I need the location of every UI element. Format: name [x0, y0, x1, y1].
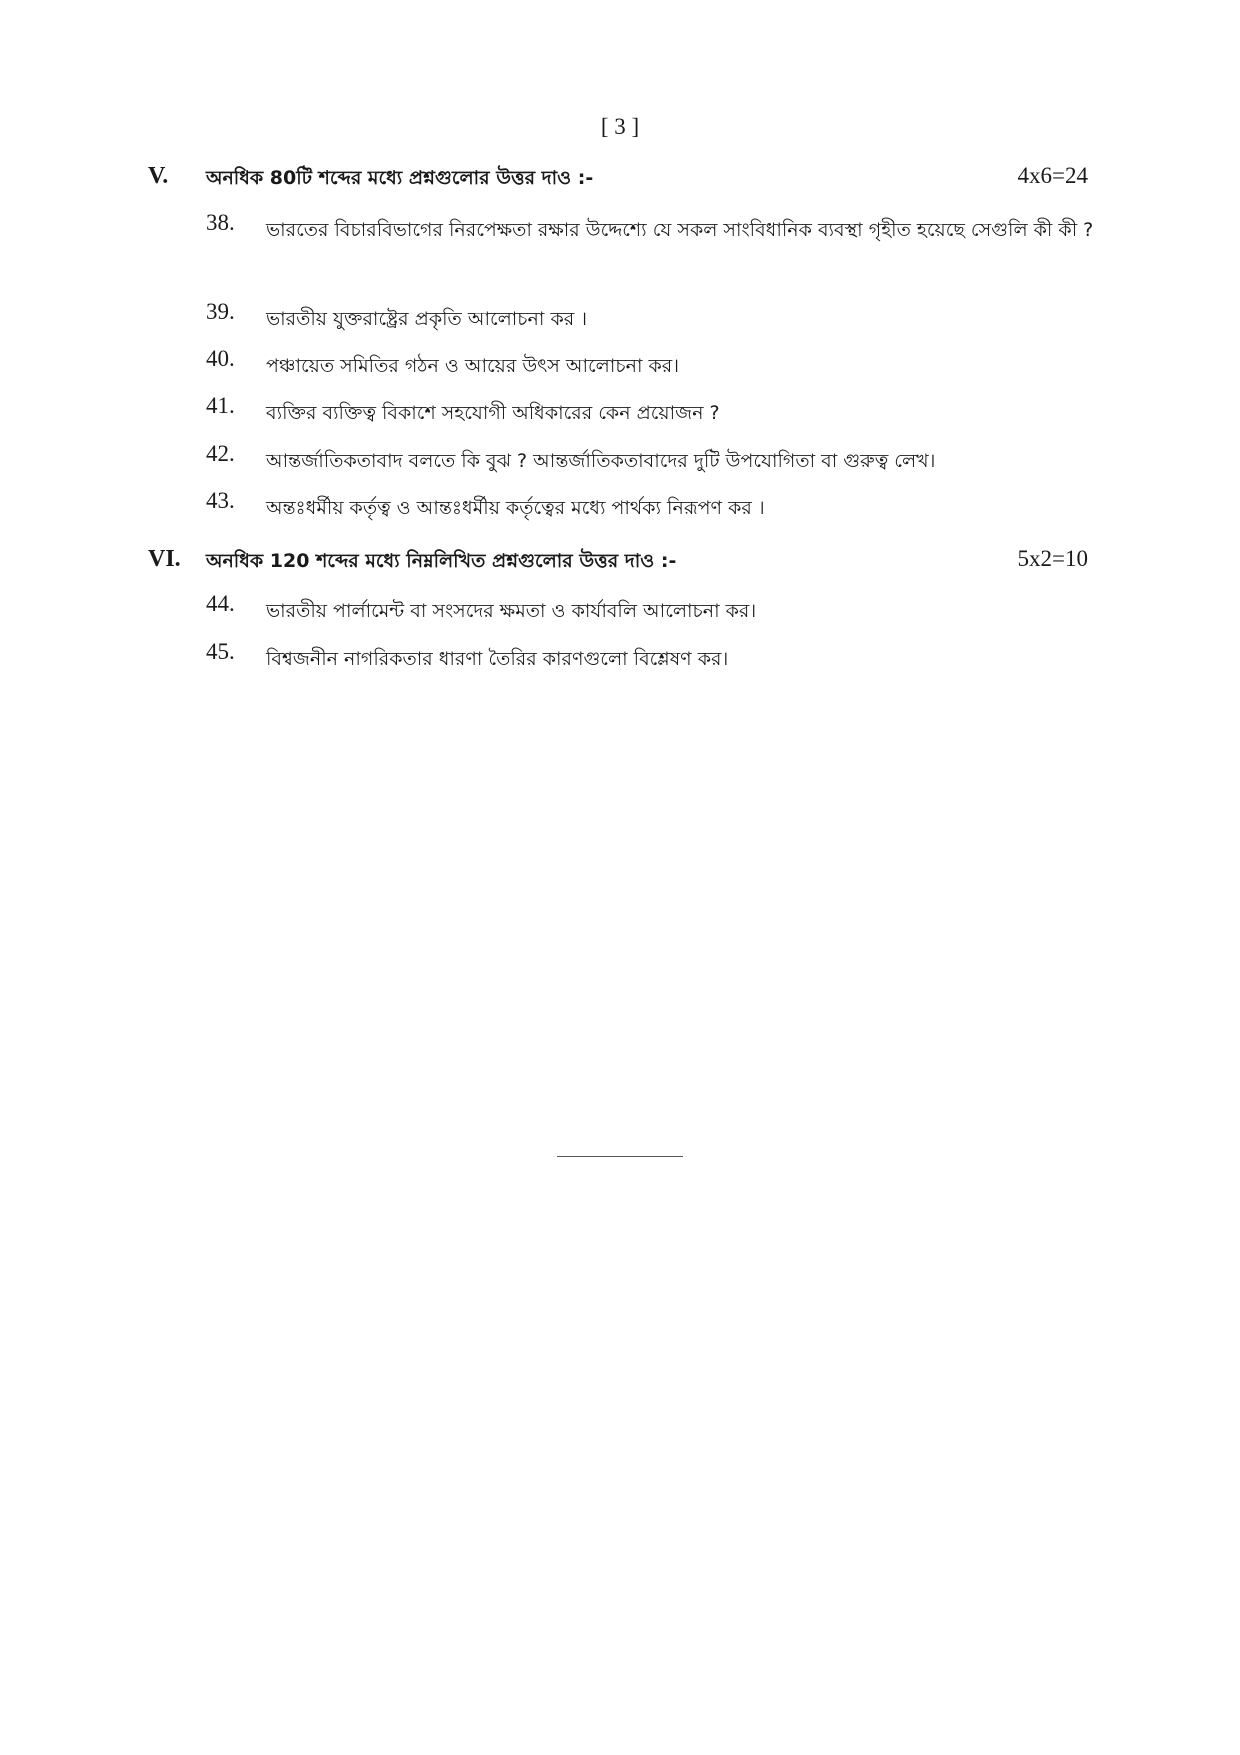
section-numeral: V. — [148, 163, 169, 189]
question-text: আন্তর্জাতিকতাবাদ বলতে কি বুঝ ? আন্তর্জাতিকতাবাদের দুটি উপযোগিতা বা গুরুত্ব লেখ। — [266, 450, 936, 472]
question-text: ভারতীয় যুক্তরাষ্ট্রের প্রকৃতি আলোচনা কর । — [266, 308, 588, 330]
page-number: [ 3 ] — [600, 114, 640, 139]
section-heading-vi — [148, 546, 1088, 580]
section-marks: 5x2=10 — [1017, 546, 1088, 571]
question-text: ব্যক্তির ব্যক্তিত্ব বিকাশে সহযোগী অধিকারের কেন প্রয়োজন ? — [266, 402, 720, 424]
question-number: 40. — [206, 346, 235, 371]
section-numeral: VI. — [148, 546, 181, 572]
question-number: 43. — [206, 488, 235, 513]
section-instruction: অনধিক 80টি শব্দের মধ্যে প্রশ্নগুলোর উত্তর দাও :- — [206, 167, 594, 189]
question-text: ভারতের বিচারবিভাগের নিরপেক্ষতা রক্ষার উদ্দেশ্যে যে সকল সাংবিধানিক ব্যবস্থা গৃহীত হয়েছে সেগুলি কী কী ? — [266, 219, 1094, 241]
section-instruction: অনধিক 120 শব্দের মধ্যে নিম্নলিখিত প্রশ্নগুলোর উত্তর দাও :- — [206, 550, 677, 572]
question-number: 42. — [206, 441, 235, 466]
section-marks: 4x6=24 — [1017, 163, 1088, 188]
question-number: 41. — [206, 393, 235, 418]
question-number: 39. — [206, 299, 235, 324]
question-number: 44. — [206, 591, 235, 616]
end-divider — [557, 1156, 683, 1157]
question-number: 45. — [206, 639, 235, 664]
question-number: 38. — [206, 210, 235, 235]
question-text: অন্তঃধর্মীয় কর্তৃত্ব ও আন্তঃধর্মীয় কর্তৃত্বের মধ্যে পার্থক্য নিরূপণ কর । — [266, 497, 765, 519]
question-text: বিশ্বজনীন নাগরিকতার ধারণা তৈরির কারণগুলো বিশ্লেষণ কর। — [266, 648, 729, 670]
question-text: ভারতীয় পার্লামেন্ট বা সংসদের ক্ষমতা ও কার্যাবলি আলোচনা কর। — [266, 600, 757, 622]
question-text: পঞ্চায়েত সমিতির গঠন ও আয়ের উৎস আলোচনা কর। — [266, 355, 680, 377]
section-heading-v — [148, 163, 1088, 197]
